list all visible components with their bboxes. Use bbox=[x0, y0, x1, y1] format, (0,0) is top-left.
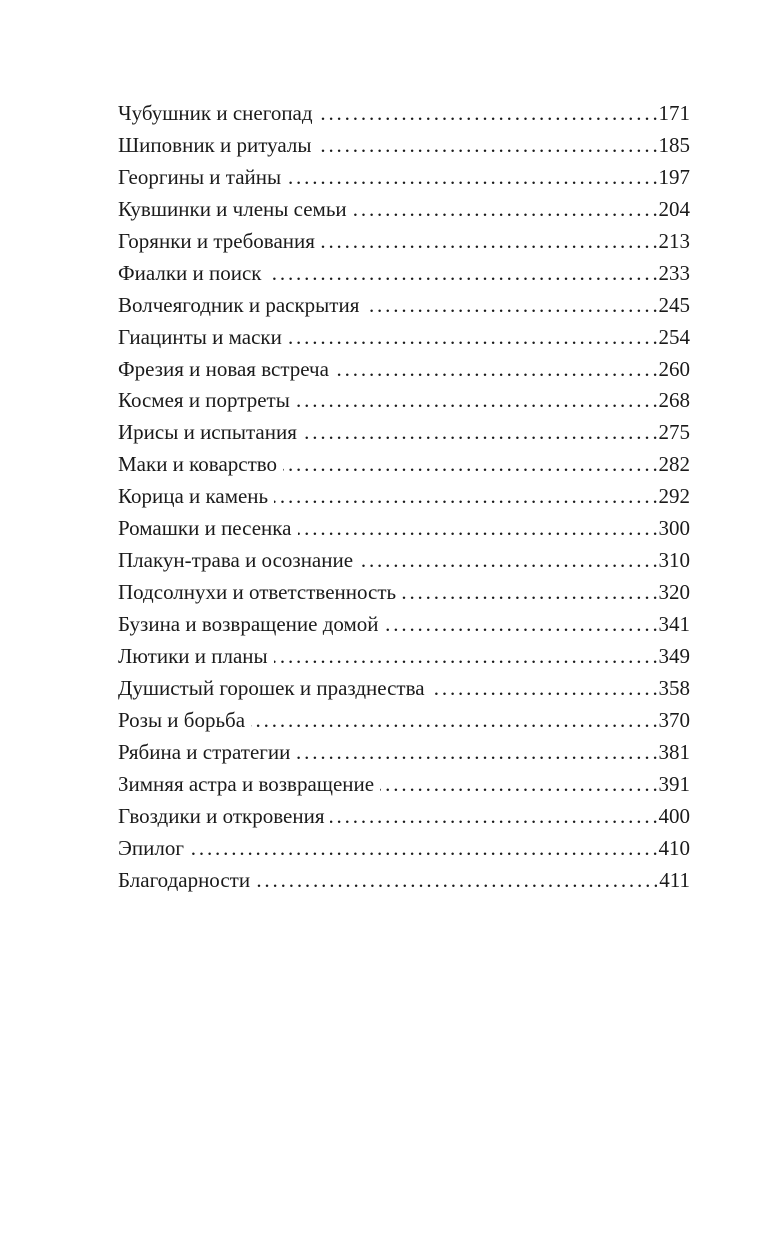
toc-entry-page-number: 341 bbox=[658, 612, 690, 636]
toc-dot-leader bbox=[190, 833, 657, 865]
toc-entry-title: Горянки и требования bbox=[118, 228, 315, 253]
toc-entry bbox=[118, 865, 690, 897]
toc-entry-title: Душистый горошек и празднества bbox=[118, 675, 425, 700]
toc-entry-title: Плакун-трава и осознание bbox=[118, 548, 354, 573]
toc-entry-page-number: 292 bbox=[658, 484, 690, 509]
toc-entry-title: Фрезия и новая встреча bbox=[118, 356, 329, 381]
toc-dot-leader bbox=[365, 290, 656, 322]
toc-entry-page-number: 411 bbox=[659, 867, 690, 892]
toc-entry-title: Космея и портреты bbox=[118, 388, 290, 413]
toc-entry bbox=[118, 417, 690, 449]
toc-entry-page-number: 282 bbox=[658, 452, 690, 477]
toc-entry bbox=[118, 290, 690, 322]
toc-entry-title: Рябина и стратегии bbox=[118, 739, 291, 764]
toc-dot-leader bbox=[330, 801, 656, 833]
toc-entry bbox=[118, 385, 690, 417]
toc-entry-title: Маки и коварство bbox=[118, 452, 278, 477]
toc-entry-title: Гиацинты и маски bbox=[118, 324, 282, 349]
toc-dot-leader bbox=[268, 258, 657, 290]
toc-entry-title: Эпилог bbox=[118, 835, 184, 860]
toc-entry-page-number: 204 bbox=[658, 196, 690, 221]
toc-entry-title: Розы и борьба bbox=[118, 707, 246, 732]
toc-entry bbox=[118, 833, 690, 865]
toc-entry bbox=[118, 322, 690, 354]
toc-dot-leader bbox=[319, 98, 657, 130]
toc-entry-page-number: 268 bbox=[658, 388, 690, 413]
toc-dot-leader bbox=[296, 737, 656, 769]
toc-entry bbox=[118, 545, 690, 577]
table-of-contents bbox=[118, 98, 690, 896]
toc-entry bbox=[118, 130, 690, 162]
toc-entry-title: Георгины и тайны bbox=[118, 164, 282, 189]
toc-entry-page-number: 260 bbox=[658, 356, 690, 381]
toc-entry-page-number: 381 bbox=[658, 739, 690, 764]
toc-dot-leader bbox=[402, 577, 656, 609]
toc-entry-title: Ромашки и песенка bbox=[118, 516, 292, 541]
toc-entry-title: Кувшинки и члены семьи bbox=[118, 196, 347, 221]
toc-entry-page-number: 275 bbox=[658, 420, 690, 445]
toc-entry bbox=[118, 513, 690, 545]
toc-entry bbox=[118, 258, 690, 290]
toc-entry-title: Зимняя астра и возвращение bbox=[118, 771, 375, 796]
toc-entry bbox=[118, 801, 690, 833]
toc-entry-page-number: 245 bbox=[658, 292, 690, 317]
toc-entry bbox=[118, 609, 690, 641]
toc-entry-page-number: 391 bbox=[658, 771, 690, 796]
toc-dot-leader bbox=[380, 769, 656, 801]
toc-dot-leader bbox=[298, 513, 657, 545]
toc-entry bbox=[118, 737, 690, 769]
toc-entry-page-number: 410 bbox=[658, 835, 690, 860]
toc-entry-page-number: 310 bbox=[658, 548, 690, 573]
toc-dot-leader bbox=[251, 705, 656, 737]
toc-entry bbox=[118, 226, 690, 258]
toc-entry-page-number: 171 bbox=[658, 101, 690, 125]
toc-entry-page-number: 300 bbox=[658, 516, 690, 541]
toc-dot-leader bbox=[353, 194, 657, 226]
toc-dot-leader bbox=[288, 322, 657, 354]
toc-entry bbox=[118, 673, 690, 705]
toc-entry bbox=[118, 577, 690, 609]
toc-entry bbox=[118, 705, 690, 737]
toc-dot-leader bbox=[359, 545, 656, 577]
toc-entry-title: Чубушник и снегопад bbox=[118, 101, 313, 125]
toc-entry bbox=[118, 769, 690, 801]
toc-dot-leader bbox=[274, 641, 657, 673]
toc-entry-title: Ирисы и испытания bbox=[118, 420, 297, 445]
toc-dot-leader bbox=[335, 354, 657, 386]
toc-entry-page-number: 370 bbox=[658, 707, 690, 732]
toc-entry-page-number: 213 bbox=[658, 228, 690, 253]
toc-entry bbox=[118, 354, 690, 386]
toc-entry-page-number: 197 bbox=[658, 164, 690, 189]
toc-entry-title: Благодарности bbox=[118, 867, 251, 892]
toc-entry-page-number: 358 bbox=[658, 675, 690, 700]
toc-entry bbox=[118, 162, 690, 194]
toc-entry-title: Корица и камень bbox=[118, 484, 269, 509]
toc-dot-leader bbox=[283, 449, 656, 481]
toc-dot-leader bbox=[287, 162, 656, 194]
toc-entry bbox=[118, 481, 690, 513]
toc-entry-title: Шиповник и ритуалы bbox=[118, 132, 312, 157]
toc-dot-leader bbox=[274, 481, 656, 513]
toc-entry-page-number: 400 bbox=[658, 803, 690, 828]
toc-dot-leader bbox=[431, 673, 657, 705]
toc-entry-page-number: 185 bbox=[658, 132, 690, 157]
toc-entry-page-number: 320 bbox=[658, 580, 690, 605]
toc-entry bbox=[118, 194, 690, 226]
toc-dot-leader bbox=[256, 865, 657, 897]
toc-entry-title: Гвоздики и откровения bbox=[118, 803, 325, 828]
toc-entry-title: Лютики и планы bbox=[118, 643, 268, 668]
toc-entry bbox=[118, 641, 690, 673]
toc-dot-leader bbox=[317, 130, 656, 162]
toc-dot-leader bbox=[303, 417, 657, 449]
toc-entry-page-number: 233 bbox=[658, 260, 690, 285]
toc-entry bbox=[118, 98, 690, 130]
toc-dot-leader bbox=[296, 385, 657, 417]
toc-dot-leader bbox=[385, 609, 657, 641]
toc-entry-title: Волчеягодник и раскрытия bbox=[118, 292, 360, 317]
toc-entry-title: Подсолнухи и ответственность bbox=[118, 580, 397, 605]
toc-entry bbox=[118, 449, 690, 481]
toc-entry-page-number: 254 bbox=[658, 324, 690, 349]
toc-entry-title: Бузина и возвращение домой bbox=[118, 612, 379, 636]
toc-entry-page-number: 349 bbox=[658, 643, 690, 668]
toc-entry-title: Фиалки и поиск bbox=[118, 260, 262, 285]
toc-dot-leader bbox=[321, 226, 657, 258]
